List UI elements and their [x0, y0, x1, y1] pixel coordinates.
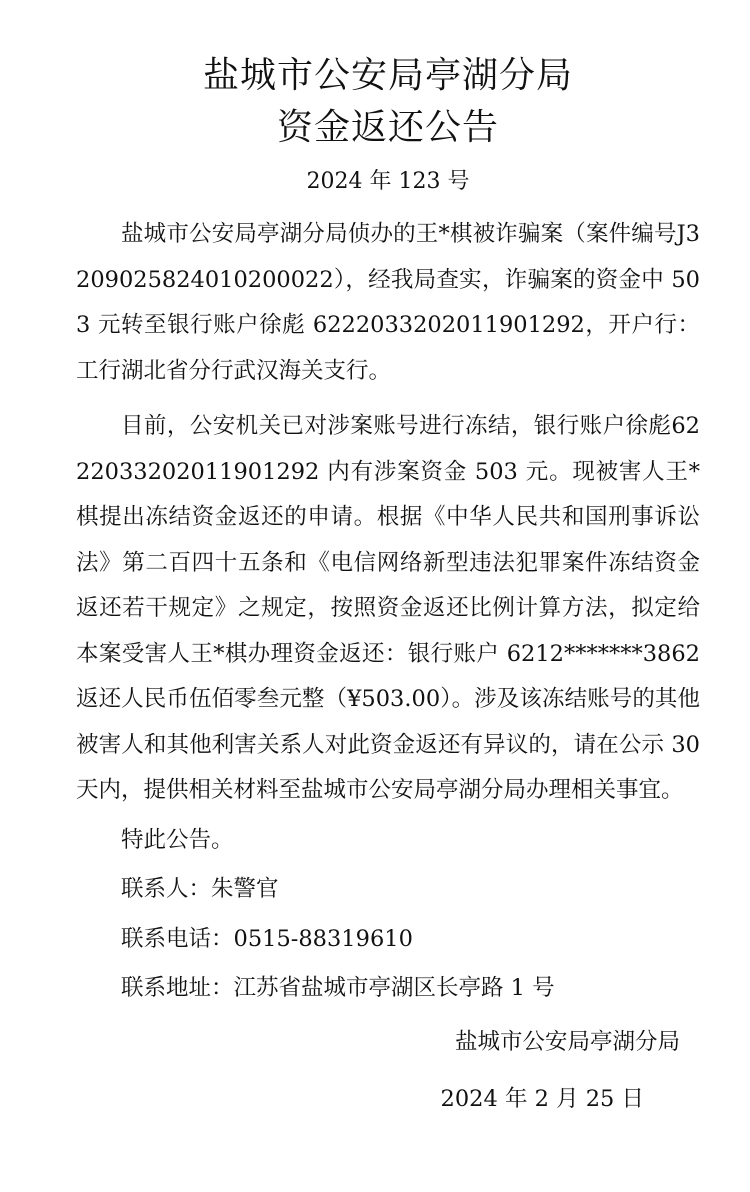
contact-address: 联系地址：江苏省盐城市亭湖区长亭路 1 号	[121, 975, 555, 1001]
issue-date: 2024 年 2 月 25 日	[440, 1086, 644, 1112]
notice-title	[76, 50, 700, 154]
title-line-agency: 盐城市公安局亭湖分局	[202, 55, 573, 96]
contact-phone: 联系电话：0515-88319610	[121, 925, 413, 952]
closing-statement: 特此公告。	[121, 826, 234, 853]
contact-person: 联系人：朱警官	[121, 876, 279, 902]
document-number: 2024 年 123 号	[306, 169, 470, 194]
refund-details-paragraph: 目前，公安机关已对涉案账号进行冻结，银行账户徐彪6222033202011901292 内有涉案资金 503 元。现被害人王*棋提出冻结资金返还的申请。根据《中华人民共和国刑事诉讼法》第二百四十五条和《电信网络新型违法犯罪案件冻结资金返还若干规定》之规定，按照资金返还比例计算方法，拟定给本案受害人王*棋办理资金返还：银行账户 6212*******3862 返还人民币伍佰零叁元整（¥503.00）。涉及该冻结账号的其他被害人和其他利害关系人对此资金返还有异议的，请在公示 30 天内，提供相关材料至盐城市公安局亭湖分局办理相关事宜。	[76, 413, 700, 803]
case-description-paragraph: 盐城市公安局亭湖分局侦办的王*棋被诈骗案（案件编号J3209025824010200022），经我局查实，诈骗案的资金中 503 元转至银行账户徐彪 6222033202011901292，开户行：工行湖北省分行武汉海关支行。	[76, 221, 700, 384]
title-line-subject: 资金返还公告	[276, 107, 499, 148]
issuer-signature: 盐城市公安局亭湖分局	[454, 1028, 680, 1055]
